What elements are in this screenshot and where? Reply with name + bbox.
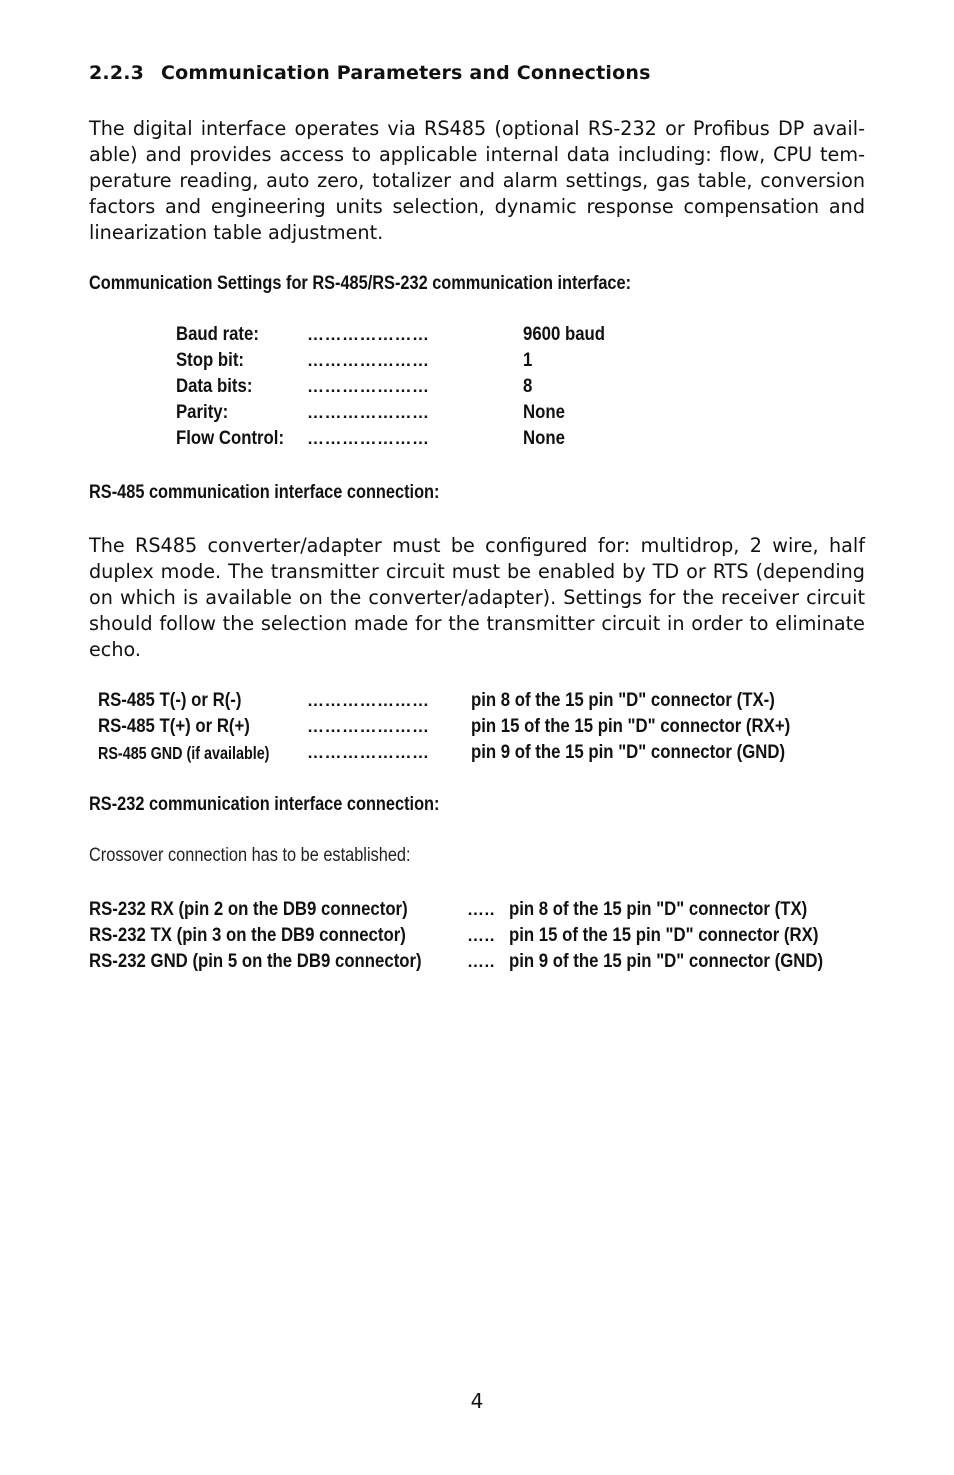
settings-table (176, 323, 736, 453)
setting-label: Flow Control: (176, 427, 285, 449)
rs485-row (98, 741, 868, 767)
connection-value: pin 15 of the 15 pin "D" connector (RX+) (471, 715, 791, 737)
setting-value: 8 (523, 375, 533, 397)
rs485-connection-table (98, 689, 868, 767)
connection-value: pin 9 of the 15 pin "D" connector (GND) (471, 741, 786, 763)
settings-row-baud (176, 323, 736, 349)
setting-value: 1 (523, 349, 533, 371)
connection-value: pin 8 of the 15 pin "D" connector (TX-) (471, 689, 775, 711)
rs232-connection-table (89, 898, 865, 976)
setting-label: Stop bit: (176, 349, 244, 371)
connection-label: RS-232 RX (pin 2 on the DB9 connector) (89, 898, 408, 920)
dot-leader: ….. (467, 900, 495, 919)
connection-label: RS-232 TX (pin 3 on the DB9 connector) (89, 924, 406, 946)
rs485-row (98, 689, 868, 715)
dot-leader: ………………… (307, 691, 430, 710)
section-number: 2.2.3 (89, 62, 145, 84)
setting-label: Parity: (176, 401, 229, 423)
dot-leader: ………………… (307, 717, 430, 736)
dot-leader: ………………… (307, 377, 430, 396)
dot-leader: ….. (467, 952, 495, 971)
rs485-heading: RS-485 communication interface connection: (89, 482, 440, 503)
rs485-paragraph: The RS485 converter/adapter must be configured for: multidrop, 2 wire, half duplex mode. The transmitter circuit must be enabled by TD or RTS (depending on which is available on the converter/adapter). Settings for the receiver circuit should follow the selection made for the transmitter circuit in order to eliminate echo. (89, 534, 865, 661)
settings-heading: Communication Settings for RS-485/RS-232 communication interface: (89, 273, 632, 294)
dot-leader: ………………… (307, 351, 430, 370)
setting-value: 9600 baud (523, 323, 606, 345)
rs232-row (89, 950, 865, 976)
connection-label: RS-485 GND (if available) (98, 743, 270, 763)
setting-label: Data bits: (176, 375, 253, 397)
setting-value: None (523, 401, 565, 423)
manual-page (89, 0, 865, 1475)
rs485-row (98, 715, 868, 741)
setting-value: None (523, 427, 565, 449)
rs232-note: Crossover connection has to be established: (89, 845, 411, 866)
rs232-heading: RS-232 communication interface connection: (89, 794, 440, 815)
settings-row-data-bits (176, 375, 736, 401)
dot-leader: ………………… (307, 403, 430, 422)
section-heading (89, 62, 651, 84)
settings-row-stop-bit (176, 349, 736, 375)
settings-row-flow-control (176, 427, 736, 453)
intro-paragraph: The digital interface operates via RS485 (optional RS-232 or Profibus DP available) and provides access to applicable internal data including: flow, CPU temperature reading, auto zero, totalizer and alarm settings, gas table, conversion factors and engineering units selection, dynamic response compensation and linearization table adjustment. (89, 117, 865, 244)
dot-leader: ………………… (307, 743, 430, 762)
rs232-row (89, 898, 865, 924)
rs232-row (89, 924, 865, 950)
page-number: 4 (470, 1389, 484, 1413)
setting-label: Baud rate: (176, 323, 259, 345)
connection-label: RS-485 T(-) or R(-) (98, 689, 242, 711)
dot-leader: ………………… (307, 325, 430, 344)
connection-value: pin 9 of the 15 pin "D" connector (GND) (509, 950, 824, 972)
connection-label: RS-232 GND (pin 5 on the DB9 connector) (89, 950, 422, 972)
dot-leader: ………………… (307, 429, 430, 448)
dot-leader: ….. (467, 926, 495, 945)
section-title: Communication Parameters and Connections (160, 62, 651, 84)
connection-label: RS-485 T(+) or R(+) (98, 715, 250, 737)
connection-value: pin 15 of the 15 pin "D" connector (RX) (509, 924, 819, 946)
connection-value: pin 8 of the 15 pin "D" connector (TX) (509, 898, 808, 920)
settings-row-parity (176, 401, 736, 427)
